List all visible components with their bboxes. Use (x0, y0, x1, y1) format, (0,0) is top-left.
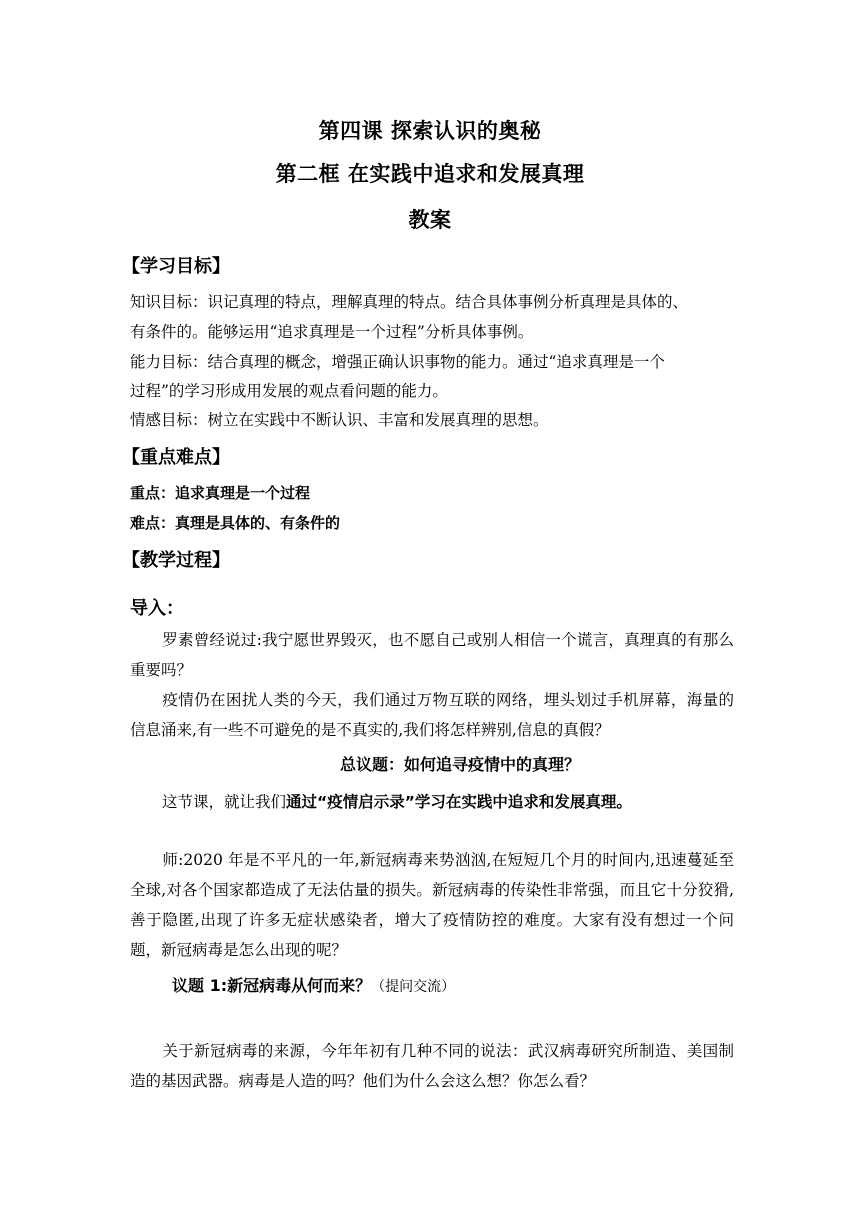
knowledge-objective-line-2: 有条件的。能够运用“追求真理是一个过程”分析具体事例。 (130, 323, 534, 341)
process-heading: 【教学过程】 (122, 550, 230, 571)
intro-paragraph-2: 疫情仍在困扰人类的今天，我们通过万物互联的网络，埋头划过手机屏幕，海量的信息涌来,有一些不可避免的是不真实的,我们将怎样辨别,信息的真假？ (130, 691, 734, 739)
class-intro-bold: 通过“疫情启示录”学习在实践中追求和发展真理。 (286, 793, 632, 811)
ability-objective-line-1: 能力目标：结合真理的概念，增强正确认识事物的能力。通过“追求真理是一个 (130, 353, 665, 371)
doc-type-title: 教案 (408, 208, 452, 232)
key-point: 重点：追求真理是一个过程 (130, 484, 311, 502)
ability-objective-line-2: 过程”的学习形成用发展的观点看问题的能力。 (130, 382, 448, 400)
emotion-objective: 情感目标：树立在实践中不断认识、丰富和发展真理的思想。 (130, 411, 549, 429)
teacher-paragraph: 师:2020 年是不平凡的一年,新冠病毒来势汹汹,在短短几个月的时间内,迅速蔓延至全球,对各个国家都造成了无法估量的损失。新冠病毒的传染性非常强，而且它十分狡猾,善于隐匿,出现了许多无症状感染者，增大了疫情防控的难度。大家有没有想过一个问题，新冠病毒是怎么出现的呢？ (130, 851, 734, 959)
virus-source-paragraph: 关于新冠病毒的来源，今年年初有几种不同的说法：武汉病毒研究所制造、美国制造的基因武器。病毒是人造的吗？他们为什么会这么想？你怎么看？ (130, 1042, 734, 1090)
intro-label: 导入： (130, 598, 184, 619)
main-topic: 总议题：如何追寻疫情中的真理？ (340, 755, 581, 774)
intro-paragraph-1: 罗素曾经说过:我宁愿世界毁灭，也不愿自己或别人相信一个谎言，真理真的有那么重要吗？ (130, 631, 734, 679)
class-intro-paragraph: 这节课，就让我们通过“疫情启示录”学习在实践中追求和发展真理。 (162, 793, 632, 811)
knowledge-objective-line-1: 知识目标：识记真理的特点，理解真理的特点。结合具体事例分析真理是具体的、 (130, 293, 689, 311)
topic-1-title: 议题 1:新冠病毒从何而来？ (172, 976, 372, 995)
topic-1-line (172, 973, 455, 996)
frame-title: 第二框 在实践中追求和发展真理 (275, 162, 585, 186)
key-points-heading: 【重点难点】 (122, 447, 230, 468)
difficult-point: 难点：真理是具体的、有条件的 (130, 514, 341, 532)
topic-1-note: （提问交流） (371, 979, 456, 995)
lesson-title: 第四课 探索认识的奥秘 (318, 119, 542, 143)
objectives-heading: 【学习目标】 (122, 256, 230, 277)
